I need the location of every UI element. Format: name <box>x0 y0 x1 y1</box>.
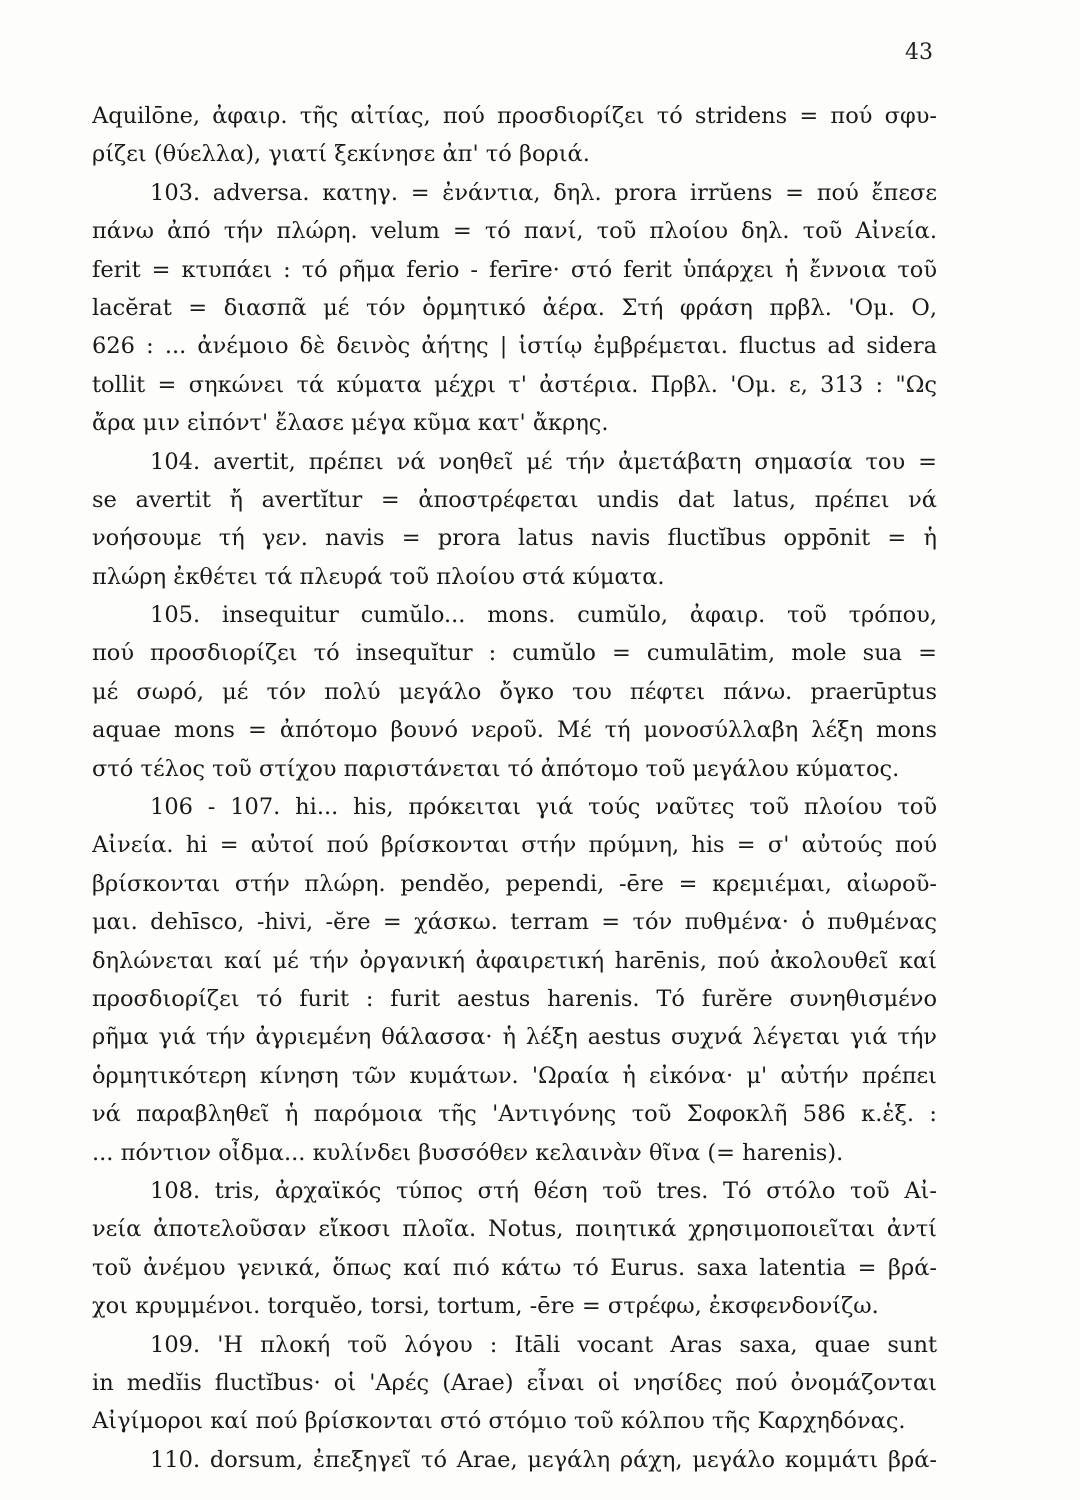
commentary-text <box>92 97 937 1479</box>
text-line: προσδιορίζει τό furit : furit aestus harenis. Τό furĕre συνηθισμένο <box>92 985 937 1012</box>
text-line: 108. tris, ἀρχαϊκός τύπος στή θέση τοῦ tres. Τό στόλο τοῦ Αἰ- <box>150 1177 937 1204</box>
text-line: 105. insequitur cumŭlo... mons. cumŭlo, ἀφαιρ. τοῦ τρόπου, <box>150 602 937 629</box>
text-line: μέ σωρό, μέ τόν πολύ μεγάλο ὄγκο του πέφτει πάνω. praerūptus <box>92 678 937 705</box>
text-line: lacĕrat = διασπᾶ μέ τόν ὁρμητικό ἀέρα. Στή φράση πρβλ. 'Ομ. Ο, <box>92 294 937 321</box>
text-line: νά παραβληθεῖ ἡ παρόμοια τῆς 'Αντιγόνης τοῦ Σοφοκλῆ 586 κ.ἑξ. : <box>92 1101 937 1128</box>
text-line: πού προσδιορίζει τό insequĭtur : cumŭlo = cumulātim, mole sua = <box>92 640 937 667</box>
text-line: aquae mons = ἀπότομο βουνό νεροῦ. Μέ τή μονοσύλλαβη λέξη mons <box>92 717 937 744</box>
text-line: πάνω ἀπό τήν πλώρη. velum = τό πανί, τοῦ πλοίου δηλ. τοῦ Αἰνεία. <box>92 218 937 245</box>
text-line: ... πόντιον οἶδμα... κυλίνδει βυσσόθεν κελαινὰν θῖνα (= harenis). <box>92 1139 844 1166</box>
text-line: ὁρμητικότερη κίνηση τῶν κυμάτων. 'Ωραία ἡ εἰκόνα· μ' αὐτήν πρέπει <box>92 1062 937 1089</box>
text-line: βρίσκονται στήν πλώρη. pendĕo, pependi, -ēre = κρεμιέμαι, αἰωροῦ- <box>92 870 937 897</box>
text-line: 109. 'Η πλοκή τοῦ λόγου : Itāli vocant Aras saxa, quae sunt <box>150 1331 937 1358</box>
text-line: 104. avertit, πρέπει νά νοηθεῖ μέ τήν ἀμετάβατη σημασία του = <box>150 448 937 475</box>
text-line: νεία ἀποτελοῦσαν εἴκοσι πλοῖα. Notus, ποιητικά χρησιμοποιεῖται ἀντί <box>92 1216 937 1243</box>
text-line: tollit = σηκώνει τά κύματα μέχρι τ' ἀστέρια. Πρβλ. 'Ομ. ε, 313 : "Ως <box>92 371 937 398</box>
text-line: Αἰγίμοροι καί πού βρίσκονται στό στόμιο τοῦ κόλπου τῆς Καρχηδόνας. <box>92 1408 906 1435</box>
text-line: ρῆμα γιά τήν ἀγριεμένη θάλασσα· ἡ λέξη aestus συχνά λέγεται γιά τήν <box>92 1024 937 1051</box>
text-line: τοῦ ἀνέμου γενικά, ὅπως καί πιό κάτω τό Eurus. saxa latentia = βρά- <box>92 1254 937 1281</box>
text-line: Aquilōne, ἀφαιρ. τῆς αἰτίας, πού προσδιορίζει τό stridens = πού σφυ- <box>92 103 937 129</box>
text-line: 626 : ... ἀνέμοιο δὲ δεινὸς ἀήτης | ἱστίῳ ἐμβρέμεται. fluctus ad sidera <box>92 333 937 360</box>
text-line: ferit = κτυπάει : τό ρῆμα ferio - ferīre· στό ferit ὑπάρχει ἡ ἔννοια τοῦ <box>92 256 937 283</box>
text-line: στό τέλος τοῦ στίχου παριστάνεται τό ἀπότομο τοῦ μεγάλου κύματος. <box>92 755 900 782</box>
text-line: 103. adversa. κατηγ. = ἐνάντια, δηλ. prora irrŭens = πού ἔπεσε <box>150 179 937 206</box>
text-line: Αἰνεία. hi = αὐτοί πού βρίσκονται στήν πρύμνη, his = σ' αὐτούς πού <box>92 832 937 859</box>
text-line: νοήσουμε τή γεν. navis = prora latus navis fluctĭbus oppōnit = ἡ <box>92 525 937 552</box>
text-line: πλώρη ἐκθέτει τά πλευρά τοῦ πλοίου στά κύματα. <box>92 563 665 590</box>
text-line: ἄρα μιν εἰπόντ' ἔλασε μέγα κῦμα κατ' ἄκρης. <box>92 410 609 437</box>
page-number: 43 <box>905 40 933 65</box>
text-line: se avertit ἤ avertĭtur = ἀποστρέφεται undis dat latus, πρέπει νά <box>92 486 937 513</box>
text-line: ρίζει (θύελλα), γιατί ξεκίνησε ἀπ' τό βοριά. <box>92 141 590 168</box>
text-line: χοι κρυμμένοι. torquĕo, torsi, tortum, -ēre = στρέφω, ἐκσφενδονίζω. <box>92 1293 879 1320</box>
text-line: δηλώνεται καί μέ τήν ὀργανική ἀφαιρετική harēnis, πού ἀκολουθεῖ καί <box>92 947 937 974</box>
text-line: in medĭis fluctĭbus· οἱ 'Αρές (Arae) εἶναι οἱ νησίδες πού ὀνομάζονται <box>92 1369 937 1396</box>
text-line: μαι. dehīsco, -hivi, -ĕre = χάσκω. terram = τόν πυθμένα· ὁ πυθμένας <box>92 909 937 936</box>
text-line: 110. dorsum, ἐπεξηγεῖ τό Arae, μεγάλη ράχη, μεγάλο κομμάτι βρά- <box>150 1446 937 1473</box>
text-line: 106 - 107. hi... his, πρόκειται γιά τούς ναῦτες τοῦ πλοίου τοῦ <box>150 794 937 821</box>
